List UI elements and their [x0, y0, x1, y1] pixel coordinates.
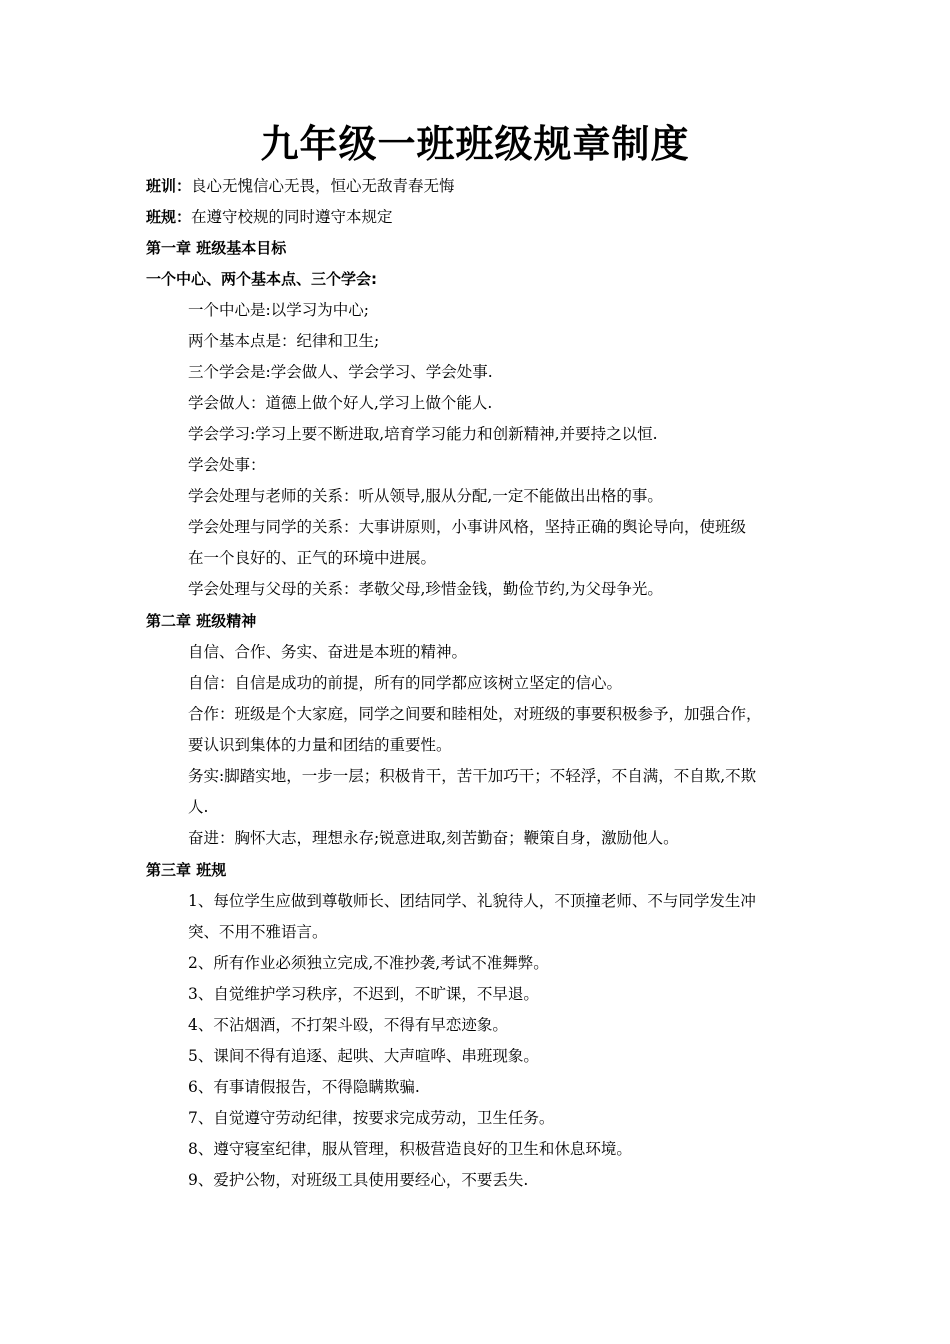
chapter1-line: 两个基本点是：纪律和卫生;	[188, 332, 380, 350]
chapter1-subheading: 一个中心、两个基本点、三个学会:	[146, 270, 378, 288]
chapter3-line: 3、自觉维护学习秩序，不迟到，不旷课，不早退。	[188, 985, 539, 1003]
chapter1-line: 三个学会是:学会做人、学会学习、学会处事.	[188, 363, 493, 381]
chapter2-line: 奋进：胸怀大志，理想永存;锐意进取,刻苦勤奋；鞭策自身，激励他人。	[188, 829, 679, 847]
chapter1-heading: 第一章 班级基本目标	[146, 239, 287, 257]
rules-label: 班规：	[146, 208, 192, 226]
document-title: 九年级一班班级规章制度	[260, 122, 690, 166]
chapter3-line: 2、所有作业必须独立完成,不准抄袭,考试不准舞弊。	[188, 954, 549, 972]
chapter2-heading: 第二章 班级精神	[146, 612, 257, 630]
chapter3-line: 8、遵守寝室纪律，服从管理，积极营造良好的卫生和休息环境。	[188, 1140, 632, 1158]
chapter3-line: 9、爱护公物，对班级工具使用要经心，不要丢失.	[188, 1171, 529, 1189]
chapter3-line: 突、不用不雅语言。	[188, 923, 328, 941]
chapter3-line: 7、自觉遵守劳动纪律，按要求完成劳动，卫生任务。	[188, 1109, 555, 1127]
chapter1-line: 学会处理与老师的关系：听从领导,服从分配,一定不能做出出格的事。	[188, 487, 663, 505]
chapter2-line: 自信、合作、务实、奋进是本班的精神。	[188, 643, 468, 661]
chapter3-heading: 第三章 班规	[146, 861, 227, 879]
class-motto	[146, 175, 455, 197]
motto-text: 良心无愧信心无畏，恒心无敌青春无悔	[191, 177, 455, 195]
chapter3-line: 5、课间不得有追逐、起哄、大声喧哗、串班现象。	[188, 1047, 539, 1065]
chapter2-line: 自信：自信是成功的前提，所有的同学都应该树立坚定的信心。	[188, 674, 623, 692]
rules-text: 在遵守校规的同时遵守本规定	[191, 208, 393, 226]
chapter3-line: 6、有事请假报告，不得隐瞒欺骗.	[188, 1078, 420, 1096]
class-rules-intro	[146, 206, 393, 228]
chapter1-line: 在一个良好的、正气的环境中进展。	[188, 549, 437, 567]
chapter3-line: 4、不沾烟酒，不打架斗殴，不得有早恋迹象。	[188, 1016, 508, 1034]
motto-label: 班训：	[146, 177, 192, 195]
chapter2-line: 务实:脚踏实地，一步一层；积极肯干，苦干加巧干；不轻浮，不自满，不自欺,不欺	[188, 767, 757, 785]
chapter3-line: 1、每位学生应做到尊敬师长、团结同学、礼貌待人，不顶撞老师、不与同学发生冲	[188, 892, 756, 910]
chapter1-line: 学会处事：	[188, 456, 266, 474]
chapter2-line: 人.	[188, 798, 209, 816]
chapter1-line: 学会做人：道德上做个好人,学习上做个能人.	[188, 394, 493, 412]
chapter1-line: 学会处理与同学的关系：大事讲原则，小事讲风格，坚持正确的舆论导向，使班级	[188, 518, 747, 536]
chapter1-line: 学会学习:学习上要不断进取,培育学习能力和创新精神,并要持之以恒.	[188, 425, 658, 443]
chapter2-line: 要认识到集体的力量和团结的重要性。	[188, 736, 452, 754]
chapter1-line: 学会处理与父母的关系：孝敬父母,珍惜金钱，勤俭节约,为父母争光。	[188, 580, 663, 598]
chapter1-line: 一个中心是:以学习为中心;	[188, 301, 369, 319]
chapter2-line: 合作：班级是个大家庭，同学之间要和睦相处，对班级的事要积极参予，加强合作，	[188, 705, 762, 723]
